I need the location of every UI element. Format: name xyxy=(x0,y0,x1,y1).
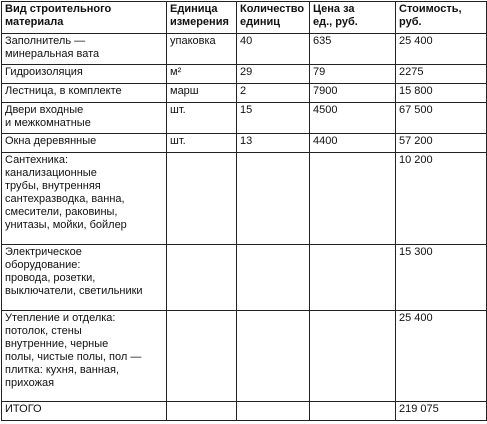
table-row xyxy=(2,65,487,84)
cell-unit: шт. xyxy=(167,103,237,134)
cell-cost: 15 800 xyxy=(396,84,487,103)
cell-quantity: 40 xyxy=(237,34,310,65)
cell-price: 635 xyxy=(310,34,396,65)
header-price: Цена за ед., руб. xyxy=(310,2,396,34)
group-row-insulation xyxy=(2,311,487,402)
cell-cost: 15 300 xyxy=(396,245,487,311)
cell-material: Гидроизоляция xyxy=(2,65,167,84)
cell-quantity: 29 xyxy=(237,65,310,84)
cell-price xyxy=(310,153,396,245)
group-title: Электрическое оборудование: xyxy=(5,246,82,271)
group-detail: канализационные трубы, внутренняя сантехразводка, ванна, смесители, раковины, унитазы, мойки, бойлер xyxy=(5,167,127,231)
cell-quantity xyxy=(237,402,310,421)
cell-quantity: 13 xyxy=(237,134,310,153)
cell-cost: 57 200 xyxy=(396,134,487,153)
header-unit: Единица измерения xyxy=(167,2,237,34)
group-title: Сантехника: xyxy=(5,154,68,166)
header-quantity: Количество единиц xyxy=(237,2,310,34)
cell-unit xyxy=(167,311,237,402)
cell-quantity: 15 xyxy=(237,103,310,134)
cell-quantity: 2 xyxy=(237,84,310,103)
cell-quantity xyxy=(237,311,310,402)
cell-price: 4500 xyxy=(310,103,396,134)
table-row xyxy=(2,134,487,153)
cell-cost: 25 400 xyxy=(396,34,487,65)
cell-unit: упаковка xyxy=(167,34,237,65)
group-title: Утепление и отделка: xyxy=(5,312,116,324)
cell-price: 4400 xyxy=(310,134,396,153)
cell-cost: 10 200 xyxy=(396,153,487,245)
cell-price: 7900 xyxy=(310,84,396,103)
header-material: Вид строительного материала xyxy=(2,2,167,34)
cell-cost: 2275 xyxy=(396,65,487,84)
total-cost: 219 075 xyxy=(396,402,487,421)
group-detail: провода, розетки, выключатели, светильники xyxy=(5,272,143,297)
cell-material: Заполнитель — минеральная вата xyxy=(2,34,167,65)
group-row-electrical xyxy=(2,245,487,311)
header-row xyxy=(2,2,487,34)
header-cost: Стоимость, руб. xyxy=(396,2,487,34)
cell-price: 79 xyxy=(310,65,396,84)
cell-cost: 67 500 xyxy=(396,103,487,134)
cell-material xyxy=(2,311,167,402)
total-label: ИТОГО xyxy=(2,402,167,421)
cell-quantity xyxy=(237,153,310,245)
total-row xyxy=(2,402,487,421)
cell-unit xyxy=(167,402,237,421)
cell-quantity xyxy=(237,245,310,311)
cell-unit: марш xyxy=(167,84,237,103)
cell-material: Двери входные и межкомнатные xyxy=(2,103,167,134)
materials-cost-table xyxy=(1,1,487,421)
cell-material: Лестница, в комплекте xyxy=(2,84,167,103)
cell-unit: м² xyxy=(167,65,237,84)
cell-cost: 25 400 xyxy=(396,311,487,402)
cell-material xyxy=(2,153,167,245)
cell-material: Окна деревянные xyxy=(2,134,167,153)
table-row xyxy=(2,34,487,65)
group-row-plumbing xyxy=(2,153,487,245)
table-row xyxy=(2,103,487,134)
cell-material xyxy=(2,245,167,311)
cell-unit: шт. xyxy=(167,134,237,153)
cell-price xyxy=(310,402,396,421)
table-row xyxy=(2,84,487,103)
cell-unit xyxy=(167,245,237,311)
group-detail: потолок, стены внутренние, черные полы, чистые полы, пол — плитка: кухня, ванная, прихожая xyxy=(5,325,142,389)
cell-unit xyxy=(167,153,237,245)
cell-price xyxy=(310,245,396,311)
cell-price xyxy=(310,311,396,402)
